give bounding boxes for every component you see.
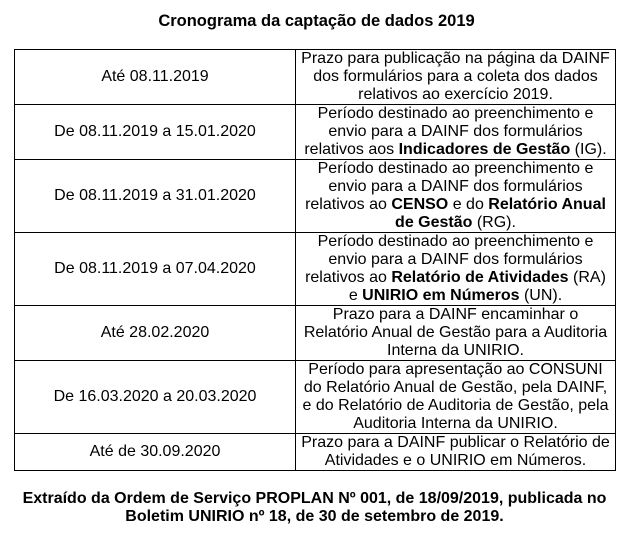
period-cell: Até de 30.09.2020 — [15, 434, 296, 471]
description-text: (UN). — [519, 287, 563, 304]
description-cell — [296, 361, 616, 434]
period-cell: De 08.11.2019 a 07.04.2020 — [15, 233, 296, 306]
table-row — [15, 434, 616, 471]
description-text: Período para apresentação ao CONSUNI do Relatório Anual de Gestão, pela DAINF, e do Relatório de Auditoria de Gestão, pela Auditoria Interna da UNIRIO. — [302, 361, 609, 432]
description-text: Período destinado ao preenchimento e envio para a DAINF dos formulários relativos aos — [304, 105, 594, 158]
source-note: Extraído da Ordem de Serviço PROPLAN Nº 001, de 18/09/2019, publicada no Boletim UNIRIO nº 18, de 30 de setembro de 2019. — [22, 490, 607, 525]
description-cell — [296, 50, 616, 105]
period-cell: De 16.03.2020 a 20.03.2020 — [15, 361, 296, 434]
table-row — [15, 160, 616, 233]
description-cell — [296, 306, 616, 361]
description-text: e do — [448, 196, 489, 213]
schedule-table — [14, 49, 616, 471]
description-bold-text: UNIRIO em Números — [362, 287, 520, 304]
schedule-table-body — [15, 50, 616, 471]
page-title: Cronograma da captação de dados 2019 — [158, 12, 475, 30]
table-row — [15, 233, 616, 306]
table-row — [15, 306, 616, 361]
description-text: (RA) e — [348, 269, 606, 304]
table-row — [15, 361, 616, 434]
description-cell — [296, 105, 616, 160]
description-text: (RG). — [472, 214, 516, 231]
description-cell — [296, 233, 616, 306]
period-cell: De 08.11.2019 a 31.01.2020 — [15, 160, 296, 233]
description-text: Período destinado ao preenchimento e envio para a DAINF dos formulários relativos ao — [305, 160, 594, 213]
description-bold-text: CENSO — [391, 196, 449, 213]
description-bold-text: Relatório Anual de Gestão — [395, 196, 606, 231]
description-text: Prazo para a DAINF publicar o Relatório de Atividades e o UNIRIO em Números. — [301, 434, 610, 469]
description-bold-text: Relatório de Atividades — [391, 269, 569, 286]
period-cell: Até 08.11.2019 — [15, 50, 296, 105]
description-text: Período destinado ao preenchimento e envio para a DAINF dos formulários relativos ao — [305, 233, 594, 286]
description-text: (IG). — [570, 141, 607, 158]
period-cell: De 08.11.2019 a 15.01.2020 — [15, 105, 296, 160]
description-bold-text: Indicadores de Gestão — [398, 141, 571, 158]
description-cell — [296, 160, 616, 233]
table-row — [15, 105, 616, 160]
description-text: Prazo para publicação na página da DAINF dos formulários para a coleta dos dados relativos ao exercício 2019. — [301, 50, 610, 103]
table-row — [15, 50, 616, 105]
description-text: Prazo para a DAINF encaminhar o Relatório Anual de Gestão para a Auditoria Interna da UNIRIO. — [303, 306, 608, 359]
period-cell: Até 28.02.2020 — [15, 306, 296, 361]
description-cell — [296, 434, 616, 471]
